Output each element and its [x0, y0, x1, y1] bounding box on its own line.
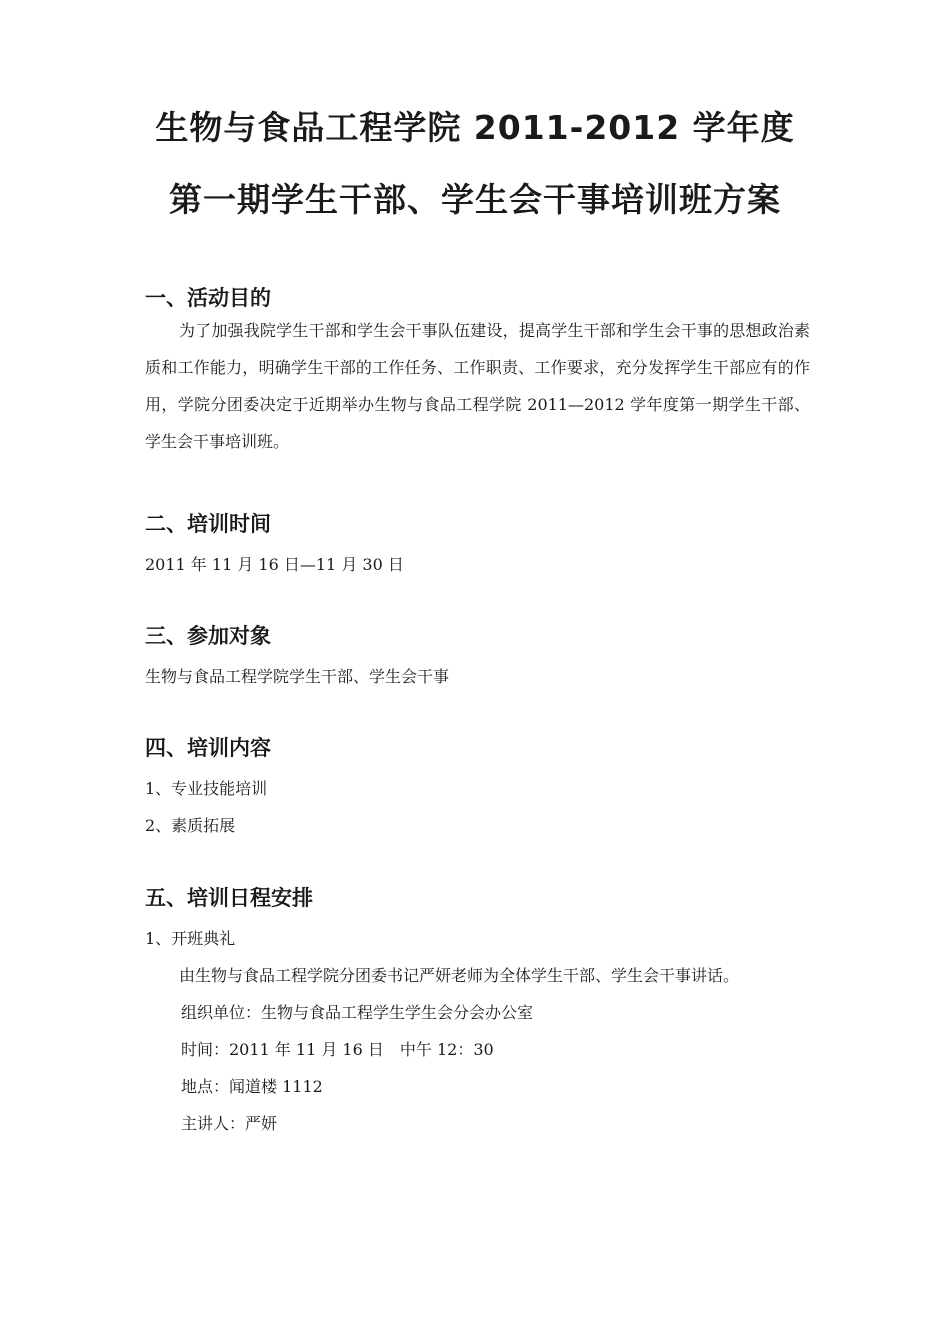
section-heading: 二、培训时间	[145, 512, 271, 536]
organizer-line: 组织单位：生物与食品工程学生学生会分会办公室	[181, 1003, 534, 1022]
document-title-line2: 第一期学生干部、学生会干事培训班方案	[169, 180, 781, 219]
section-body: 2011 年 11 月 16 日—11 月 30 日	[145, 555, 404, 574]
section-body: 由生物与食品工程学院分团委书记严妍老师为全体学生干部、学生会干事讲话。	[179, 966, 740, 985]
section-training-time	[145, 510, 810, 583]
time-line: 时间：2011 年 11 月 16 日 中午 12：30	[181, 1040, 494, 1059]
location-line: 地点：闻道楼 1112	[181, 1077, 323, 1096]
document-title-line1: 生物与食品工程学院 2011-2012 学年度	[155, 108, 795, 147]
section-training-content	[145, 734, 810, 844]
section-body: 为了加强我院学生干部和学生会干事队伍建设，提高学生干部和学生会干事的思想政治素质和工作能力，明确学生干部的工作任务、工作职责、工作要求，充分发挥学生干部应有的作用，学院分团委决定于近期举办生物与食品工程学院 2011—2012 学年度第一期学生干部、学生会干事培训班。	[145, 321, 810, 451]
section-schedule	[145, 884, 810, 1142]
section-body: 生物与食品工程学院学生干部、学生会干事	[145, 667, 450, 686]
sub-heading: 1、开班典礼	[145, 929, 236, 948]
section-heading: 五、培训日程安排	[145, 886, 313, 910]
speaker-line: 主讲人：严妍	[181, 1114, 278, 1133]
list-item: 2、素质拓展	[145, 816, 236, 835]
section-purpose	[145, 284, 810, 460]
section-heading: 三、参加对象	[145, 624, 271, 648]
section-heading: 一、活动目的	[145, 286, 271, 310]
section-participants	[145, 622, 810, 695]
list-item: 1、专业技能培训	[145, 779, 268, 798]
section-heading: 四、培训内容	[145, 736, 271, 760]
